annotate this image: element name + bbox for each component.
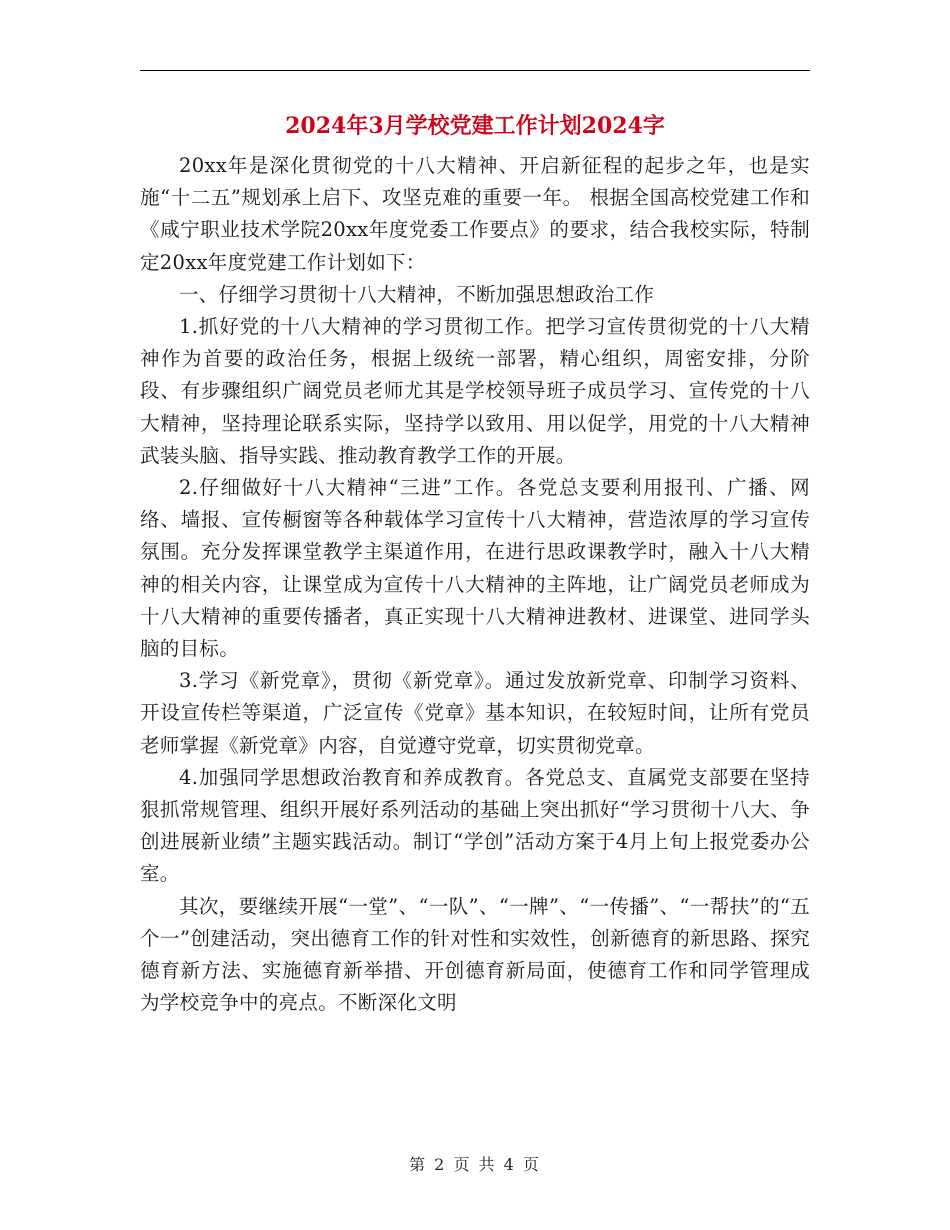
paragraph-item-3: 3.学习《新党章》，贯彻《新党章》。通过发放新党章、印制学习资料、开设宣传栏等渠道，广泛宣传《党章》基本知识，在较短时间，让所有党员老师掌握《新党章》内容，自觉遵守党章，切实贯彻党章。 (140, 669, 810, 757)
paragraph-intro: 20xx年是深化贯彻党的十八大精神、开启新征程的起步之年，也是实施“十二五”规划承上启下、攻坚克难的重要一年。 根据全国高校党建工作和《咸宁职业技术学院20xx年度党委工作要点》的要求，结合我校实际，特制定20xx年度党建工作计划如下： (140, 154, 810, 274)
paragraph-item-2: 2.仔细做好十八大精神“三进”工作。各党总支要利用报刊、广播、网络、墙报、宣传橱窗等各种载体学习宣传十八大精神，营造浓厚的学习宣传氛围。充分发挥课堂教学主渠道作用，在进行思政课教学时，融入十八大精神的相关内容，让课堂成为宣传十八大精神的主阵地，让广阔党员老师成为十八大精神的重要传播者，真正实现十八大精神进教材、进课堂、进同学头脑的目标。 (140, 476, 810, 661)
paragraph-item-1: 1.抓好党的十八大精神的学习贯彻工作。把学习宣传贯彻党的十八大精神作为首要的政治任务，根据上级统一部署，精心组织，周密安排，分阶段、有步骤组织广阔党员老师尤其是学校领导班子成员学习、宣传党的十八大精神，坚持理论联系实际，坚持学以致用、用以促学，用党的十八大精神武装头脑、指导实践、推动教育教学工作的开展。 (140, 315, 810, 467)
page-number-footer: 第 2 页 共 4 页 (409, 1155, 541, 1174)
document-title: 2024年3月学校党建工作计划2024字 (285, 113, 665, 139)
paragraph-secondly: 其次，要继续开展“一堂”、“一队”、“一牌”、“一传播”、“一帮扶”的“五个一”创建活动，突出德育工作的针对性和实效性，创新德育的新思路、探究德育新方法、实施德育新举措、开创德育新局面，使德育工作和同学管理成为学校竞争中的亮点。不断深化文明 (140, 894, 810, 1015)
paragraph-item-4: 4.加强同学思想政治教育和养成教育。各党总支、直属党支部要在坚持狠抓常规管理、组织开展好系列活动的基础上突出抓好“学习贯彻十八大、争创进展新业绩”主题实践活动。制订“学创”活动方案于4月上旬上报党委办公室。 (140, 765, 810, 886)
section-heading-1: 一、仔细学习贯彻十八大精神，不断加强思想政治工作 (179, 282, 655, 306)
document-body (140, 150, 810, 1019)
header-rule (140, 70, 810, 71)
